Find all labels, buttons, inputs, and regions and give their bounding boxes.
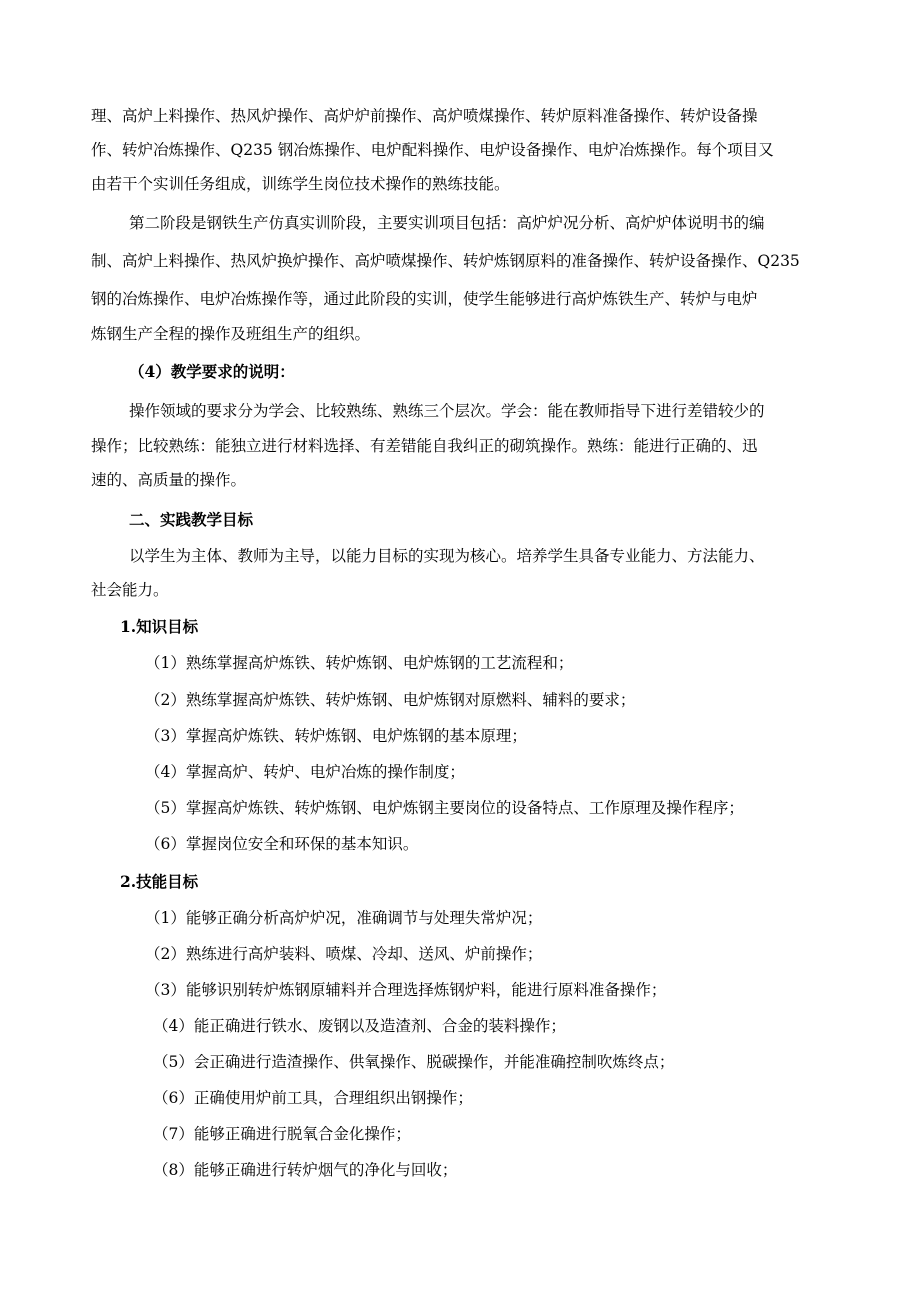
paragraph-line: 理、高炉上料操作、热风炉操作、高炉炉前操作、高炉喷煤操作、转炉原料准备操作、转炉设备操 <box>91 107 758 125</box>
paragraph-line: 以学生为主体、教师为主导，以能力目标的实现为核心。培养学生具备专业能力、方法能力、 <box>129 547 765 565</box>
list-item: （2）熟练进行高炉装料、喷煤、冷却、送风、炉前操作； <box>145 945 543 963</box>
paragraph-line: 操作领域的要求分为学会、比较熟练、熟练三个层次。学会：能在教师指导下进行差错较少的 <box>129 402 765 420</box>
paragraph-line: 操作；比较熟练：能独立进行材料选择、有差错能自我纠正的砌筑操作。熟练：能进行正确的、迅 <box>91 437 758 455</box>
paragraph-line: 社会能力。 <box>91 581 169 599</box>
list-item: （1）熟练掌握高炉炼铁、转炉炼钢、电炉炼钢的工艺流程和； <box>145 654 574 672</box>
list-item: （3）掌握高炉炼铁、转炉炼钢、电炉炼钢的基本原理； <box>145 727 527 745</box>
paragraph-line: 作、转炉冶炼操作、Q235 钢冶炼操作、电炉配料操作、电炉设备操作、电炉冶炼操作。每个项目又 <box>91 141 774 159</box>
paragraph-line: 第二阶段是钢铁生产仿真实训阶段，主要实训项目包括：高炉炉况分析、高炉炉体说明书的编 <box>129 214 765 232</box>
list-item: （7）能够正确进行脱氧合金化操作； <box>153 1125 411 1143</box>
section-heading: （4）教学要求的说明： <box>129 362 295 381</box>
list-item: （4）掌握高炉、转炉、电炉冶炼的操作制度； <box>145 763 465 781</box>
list-item: （4）能正确进行铁水、废钢以及造渣剂、合金的装料操作； <box>153 1017 566 1035</box>
list-item: （5）会正确进行造渣操作、供氧操作、脱碳操作，并能准确控制吹炼终点； <box>153 1053 675 1071</box>
subsection-heading: 1.知识目标 <box>120 617 199 636</box>
paragraph-line: 制、高炉上料操作、热风炉换炉操作、高炉喷煤操作、转炉炼钢原料的准备操作、转炉设备操作、Q235 <box>91 252 800 270</box>
list-item: （8）能够正确进行转炉烟气的净化与回收； <box>153 1161 458 1179</box>
list-item: （5）掌握高炉炼铁、转炉炼钢、电炉炼钢主要岗位的设备特点、工作原理及操作程序； <box>145 799 744 817</box>
subsection-heading: 2.技能目标 <box>120 872 199 891</box>
list-item: （1）能够正确分析高炉炉况，准确调节与处理失常炉况； <box>145 909 543 927</box>
list-item: （2）熟练掌握高炉炼铁、转炉炼钢、电炉炼钢对原燃料、辅料的要求； <box>145 691 636 709</box>
list-item: （3）能够识别转炉炼钢原辅料并合理选择炼钢炉料，能进行原料准备操作； <box>145 981 667 999</box>
list-item: （6）正确使用炉前工具，合理组织出钢操作； <box>153 1089 473 1107</box>
paragraph-line: 速的、高质量的操作。 <box>91 471 247 489</box>
list-item: （6）掌握岗位安全和环保的基本知识。 <box>145 835 419 853</box>
paragraph-line: 由若干个实训任务组成，训练学生岗位技术操作的熟练技能。 <box>91 175 510 193</box>
paragraph-line: 钢的冶炼操作、电炉冶炼操作等，通过此阶段的实训，使学生能够进行高炉炼铁生产、转炉与电炉 <box>91 290 758 308</box>
section-heading: 二、实践教学目标 <box>129 510 254 529</box>
paragraph-line: 炼钢生产全程的操作及班组生产的组织。 <box>91 325 371 343</box>
